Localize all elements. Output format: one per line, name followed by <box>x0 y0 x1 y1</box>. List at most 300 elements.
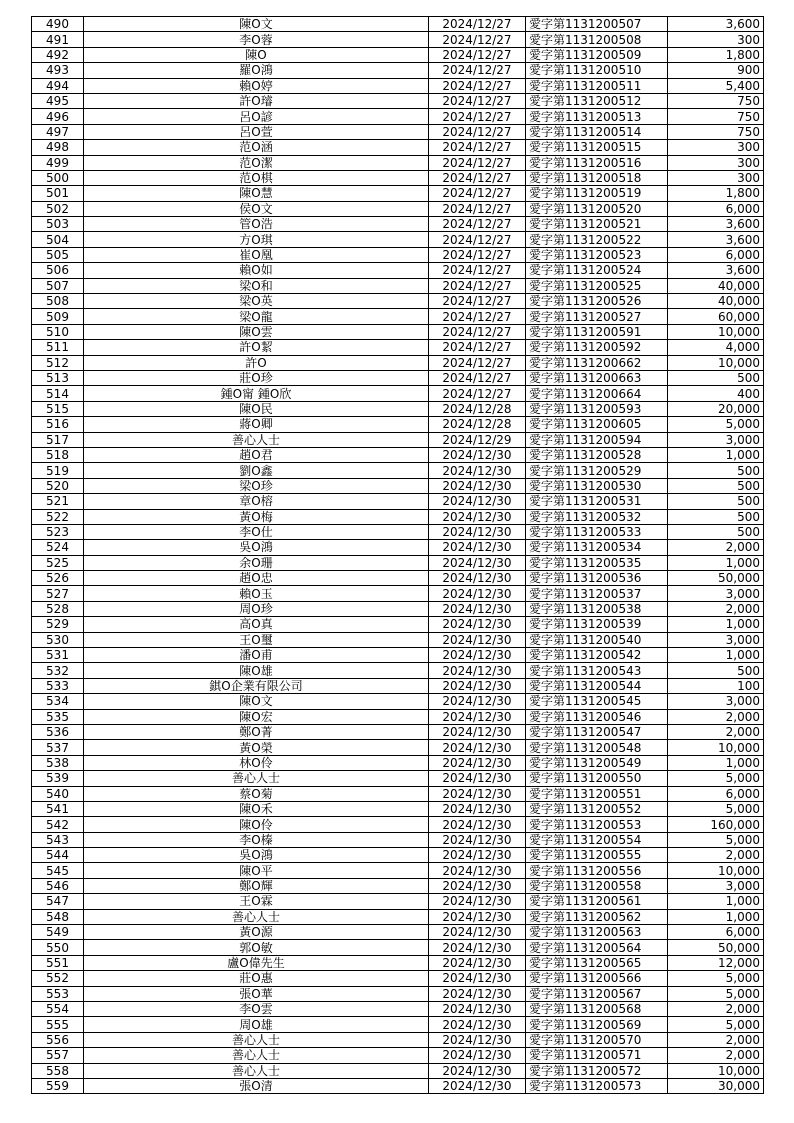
receipt-number: 愛字第1131200594 <box>526 432 668 447</box>
table-row <box>32 247 764 262</box>
donation-date: 2024/12/30 <box>429 771 526 786</box>
table-row <box>32 694 764 709</box>
table-row <box>32 786 764 801</box>
donation-date: 2024/12/27 <box>429 232 526 247</box>
receipt-number: 愛字第1131200563 <box>526 925 668 940</box>
donation-amount: 5,000 <box>668 832 764 847</box>
donation-amount: 30,000 <box>668 1078 764 1093</box>
row-number: 492 <box>32 47 84 62</box>
donation-amount: 10,000 <box>668 355 764 370</box>
table-row <box>32 263 764 278</box>
row-number: 538 <box>32 755 84 770</box>
donation-date: 2024/12/30 <box>429 832 526 847</box>
table-row <box>32 771 764 786</box>
receipt-number: 愛字第1131200554 <box>526 832 668 847</box>
donation-amount: 100 <box>668 678 764 693</box>
donation-amount: 160,000 <box>668 817 764 832</box>
donation-date: 2024/12/30 <box>429 678 526 693</box>
table-row <box>32 201 764 216</box>
table-row <box>32 170 764 185</box>
donor-name: 呂O諺 <box>84 109 429 124</box>
donation-amount: 300 <box>668 32 764 47</box>
donation-date: 2024/12/30 <box>429 447 526 462</box>
donation-amount: 2,000 <box>668 601 764 616</box>
donation-date: 2024/12/28 <box>429 401 526 416</box>
donation-date: 2024/12/30 <box>429 1063 526 1078</box>
receipt-number: 愛字第1131200551 <box>526 786 668 801</box>
donor-name: 陳O文 <box>84 694 429 709</box>
donor-name: 陳O文 <box>84 17 429 32</box>
donor-name: 侯O文 <box>84 201 429 216</box>
table-row <box>32 601 764 616</box>
donation-date: 2024/12/27 <box>429 155 526 170</box>
donor-name: 許O <box>84 355 429 370</box>
donation-date: 2024/12/27 <box>429 294 526 309</box>
receipt-number: 愛字第1131200540 <box>526 632 668 647</box>
row-number: 545 <box>32 863 84 878</box>
donation-date: 2024/12/30 <box>429 1032 526 1047</box>
receipt-number: 愛字第1131200521 <box>526 217 668 232</box>
donor-name: 黃O梅 <box>84 509 429 524</box>
donation-amount: 3,000 <box>668 694 764 709</box>
donor-name: 高O真 <box>84 617 429 632</box>
row-number: 520 <box>32 478 84 493</box>
donation-amount: 300 <box>668 170 764 185</box>
table-row <box>32 555 764 570</box>
donation-date: 2024/12/27 <box>429 78 526 93</box>
donor-name: 陳O雄 <box>84 663 429 678</box>
table-row <box>32 617 764 632</box>
table-row <box>32 755 764 770</box>
row-number: 493 <box>32 63 84 78</box>
table-row <box>32 540 764 555</box>
donation-date: 2024/12/30 <box>429 601 526 616</box>
donation-amount: 40,000 <box>668 294 764 309</box>
donor-name: 李O仕 <box>84 524 429 539</box>
donation-date: 2024/12/30 <box>429 463 526 478</box>
receipt-number: 愛字第1131200570 <box>526 1032 668 1047</box>
donation-date: 2024/12/27 <box>429 324 526 339</box>
row-number: 550 <box>32 940 84 955</box>
receipt-number: 愛字第1131200522 <box>526 232 668 247</box>
donation-date: 2024/12/27 <box>429 47 526 62</box>
donor-name: 陳O雲 <box>84 324 429 339</box>
row-number: 524 <box>32 540 84 555</box>
donation-date: 2024/12/30 <box>429 1017 526 1032</box>
table-row <box>32 309 764 324</box>
donor-name: 善心人士 <box>84 1048 429 1063</box>
donor-name: 鍾O甯 鍾O欣 <box>84 386 429 401</box>
row-number: 501 <box>32 186 84 201</box>
table-row <box>32 894 764 909</box>
table-row <box>32 663 764 678</box>
row-number: 512 <box>32 355 84 370</box>
donor-name: 潘O甫 <box>84 648 429 663</box>
row-number: 543 <box>32 832 84 847</box>
donation-date: 2024/12/27 <box>429 63 526 78</box>
donation-amount: 6,000 <box>668 247 764 262</box>
row-number: 536 <box>32 724 84 739</box>
donor-name: 王O霖 <box>84 894 429 909</box>
receipt-number: 愛字第1131200555 <box>526 848 668 863</box>
donor-name: 崔O凰 <box>84 247 429 262</box>
donation-date: 2024/12/30 <box>429 909 526 924</box>
donor-name: 方O琪 <box>84 232 429 247</box>
row-number: 516 <box>32 417 84 432</box>
row-number: 539 <box>32 771 84 786</box>
row-number: 552 <box>32 971 84 986</box>
row-number: 508 <box>32 294 84 309</box>
donation-amount: 300 <box>668 140 764 155</box>
row-number: 504 <box>32 232 84 247</box>
table-row <box>32 940 764 955</box>
row-number: 490 <box>32 17 84 32</box>
receipt-number: 愛字第1131200507 <box>526 17 668 32</box>
receipt-number: 愛字第1131200663 <box>526 370 668 385</box>
donation-amount: 20,000 <box>668 401 764 416</box>
table-row <box>32 494 764 509</box>
donation-date: 2024/12/30 <box>429 524 526 539</box>
row-number: 496 <box>32 109 84 124</box>
donor-name: 梁O英 <box>84 294 429 309</box>
receipt-number: 愛字第1131200544 <box>526 678 668 693</box>
table-row <box>32 724 764 739</box>
row-number: 513 <box>32 370 84 385</box>
table-row <box>32 586 764 601</box>
row-number: 541 <box>32 801 84 816</box>
donation-date: 2024/12/30 <box>429 1048 526 1063</box>
donation-amount: 3,600 <box>668 217 764 232</box>
table-row <box>32 17 764 32</box>
row-number: 495 <box>32 93 84 108</box>
donation-amount: 6,000 <box>668 925 764 940</box>
donation-amount: 2,000 <box>668 540 764 555</box>
receipt-number: 愛字第1131200516 <box>526 155 668 170</box>
donation-amount: 500 <box>668 524 764 539</box>
donor-name: 陳O民 <box>84 401 429 416</box>
row-number: 514 <box>32 386 84 401</box>
donation-date: 2024/12/27 <box>429 247 526 262</box>
donor-name: 錤O企業有限公司 <box>84 678 429 693</box>
receipt-number: 愛字第1131200515 <box>526 140 668 155</box>
receipt-number: 愛字第1131200662 <box>526 355 668 370</box>
table-row <box>32 1002 764 1017</box>
donation-amount: 400 <box>668 386 764 401</box>
donation-amount: 300 <box>668 155 764 170</box>
donor-name: 郭O敏 <box>84 940 429 955</box>
table-row <box>32 709 764 724</box>
row-number: 530 <box>32 632 84 647</box>
table-row <box>32 648 764 663</box>
donor-name: 善心人士 <box>84 1063 429 1078</box>
receipt-number: 愛字第1131200535 <box>526 555 668 570</box>
table-row <box>32 401 764 416</box>
donor-name: 梁O龍 <box>84 309 429 324</box>
receipt-number: 愛字第1131200523 <box>526 247 668 262</box>
donor-name: 劉O鑫 <box>84 463 429 478</box>
donation-amount: 5,400 <box>668 78 764 93</box>
table-row <box>32 447 764 462</box>
donation-date: 2024/12/30 <box>429 509 526 524</box>
row-number: 517 <box>32 432 84 447</box>
donation-amount: 3,600 <box>668 263 764 278</box>
row-number: 557 <box>32 1048 84 1063</box>
donation-amount: 10,000 <box>668 324 764 339</box>
table-row <box>32 340 764 355</box>
receipt-number: 愛字第1131200528 <box>526 447 668 462</box>
receipt-number: 愛字第1131200593 <box>526 401 668 416</box>
table-row <box>32 109 764 124</box>
receipt-number: 愛字第1131200525 <box>526 278 668 293</box>
table-row <box>32 124 764 139</box>
donation-date: 2024/12/27 <box>429 93 526 108</box>
donation-amount: 500 <box>668 509 764 524</box>
row-number: 509 <box>32 309 84 324</box>
donation-date: 2024/12/27 <box>429 109 526 124</box>
table-row <box>32 324 764 339</box>
donor-name: 陳O <box>84 47 429 62</box>
table-row <box>32 294 764 309</box>
donation-date: 2024/12/29 <box>429 432 526 447</box>
donor-name: 善心人士 <box>84 432 429 447</box>
row-number: 500 <box>32 170 84 185</box>
donation-amount: 50,000 <box>668 940 764 955</box>
donation-date: 2024/12/30 <box>429 648 526 663</box>
row-number: 494 <box>32 78 84 93</box>
receipt-number: 愛字第1131200509 <box>526 47 668 62</box>
receipt-number: 愛字第1131200568 <box>526 1002 668 1017</box>
donation-amount: 750 <box>668 93 764 108</box>
donor-name: 張O華 <box>84 986 429 1001</box>
donation-date: 2024/12/30 <box>429 1078 526 1093</box>
donation-date: 2024/12/30 <box>429 863 526 878</box>
row-number: 559 <box>32 1078 84 1093</box>
table-row <box>32 909 764 924</box>
receipt-number: 愛字第1131200545 <box>526 694 668 709</box>
receipt-number: 愛字第1131200539 <box>526 617 668 632</box>
donor-name: 羅O鴻 <box>84 63 429 78</box>
receipt-number: 愛字第1131200538 <box>526 601 668 616</box>
donation-amount: 10,000 <box>668 740 764 755</box>
receipt-number: 愛字第1131200550 <box>526 771 668 786</box>
donation-date: 2024/12/30 <box>429 925 526 940</box>
donor-name: 王O璽 <box>84 632 429 647</box>
donation-amount: 3,600 <box>668 232 764 247</box>
donor-name: 周O珍 <box>84 601 429 616</box>
donor-name: 賴O婷 <box>84 78 429 93</box>
table-row <box>32 32 764 47</box>
receipt-number: 愛字第1131200572 <box>526 1063 668 1078</box>
donation-date: 2024/12/30 <box>429 971 526 986</box>
donation-date: 2024/12/30 <box>429 494 526 509</box>
donation-date: 2024/12/30 <box>429 955 526 970</box>
donation-date: 2024/12/27 <box>429 355 526 370</box>
donation-amount: 750 <box>668 124 764 139</box>
donation-date: 2024/12/27 <box>429 124 526 139</box>
donation-date: 2024/12/30 <box>429 817 526 832</box>
row-number: 503 <box>32 217 84 232</box>
donation-date: 2024/12/30 <box>429 894 526 909</box>
donation-amount: 3,000 <box>668 586 764 601</box>
donation-date: 2024/12/30 <box>429 801 526 816</box>
donation-date: 2024/12/27 <box>429 217 526 232</box>
donor-name: 陳O平 <box>84 863 429 878</box>
donation-date: 2024/12/30 <box>429 709 526 724</box>
receipt-number: 愛字第1131200512 <box>526 93 668 108</box>
donor-name: 鄭O菁 <box>84 724 429 739</box>
row-number: 522 <box>32 509 84 524</box>
table-row <box>32 155 764 170</box>
receipt-number: 愛字第1131200569 <box>526 1017 668 1032</box>
table-row <box>32 848 764 863</box>
donation-amount: 6,000 <box>668 786 764 801</box>
table-row <box>32 140 764 155</box>
donor-name: 鄭O輝 <box>84 878 429 893</box>
donation-amount: 500 <box>668 494 764 509</box>
receipt-number: 愛字第1131200562 <box>526 909 668 924</box>
donation-amount: 1,000 <box>668 555 764 570</box>
receipt-number: 愛字第1131200543 <box>526 663 668 678</box>
donation-date: 2024/12/27 <box>429 186 526 201</box>
table-row <box>32 417 764 432</box>
donation-amount: 2,000 <box>668 724 764 739</box>
donation-amount: 6,000 <box>668 201 764 216</box>
donation-date: 2024/12/28 <box>429 417 526 432</box>
receipt-number: 愛字第1131200605 <box>526 417 668 432</box>
receipt-number: 愛字第1131200566 <box>526 971 668 986</box>
donation-amount: 5,000 <box>668 971 764 986</box>
receipt-number: 愛字第1131200526 <box>526 294 668 309</box>
receipt-number: 愛字第1131200519 <box>526 186 668 201</box>
donor-name: 李O雲 <box>84 1002 429 1017</box>
donation-amount: 750 <box>668 109 764 124</box>
row-number: 519 <box>32 463 84 478</box>
donation-date: 2024/12/30 <box>429 786 526 801</box>
donation-amount: 1,000 <box>668 648 764 663</box>
donor-name: 趙O忠 <box>84 571 429 586</box>
row-number: 531 <box>32 648 84 663</box>
donation-amount: 500 <box>668 370 764 385</box>
donation-amount: 10,000 <box>668 1063 764 1078</box>
donation-amount: 3,000 <box>668 878 764 893</box>
donation-date: 2024/12/30 <box>429 571 526 586</box>
table-row <box>32 432 764 447</box>
donation-amount: 2,000 <box>668 848 764 863</box>
donor-name: 管O浩 <box>84 217 429 232</box>
donor-name: 吳O鴻 <box>84 540 429 555</box>
receipt-number: 愛字第1131200664 <box>526 386 668 401</box>
donor-name: 呂O萱 <box>84 124 429 139</box>
donor-name: 范O涵 <box>84 140 429 155</box>
row-number: 498 <box>32 140 84 155</box>
table-row <box>32 217 764 232</box>
donation-amount: 2,000 <box>668 1002 764 1017</box>
receipt-number: 愛字第1131200558 <box>526 878 668 893</box>
receipt-number: 愛字第1131200518 <box>526 170 668 185</box>
receipt-number: 愛字第1131200542 <box>526 648 668 663</box>
table-row <box>32 386 764 401</box>
receipt-number: 愛字第1131200520 <box>526 201 668 216</box>
table-row <box>32 878 764 893</box>
row-number: 511 <box>32 340 84 355</box>
donor-name: 周O雄 <box>84 1017 429 1032</box>
donor-name: 許O絜 <box>84 340 429 355</box>
receipt-number: 愛字第1131200591 <box>526 324 668 339</box>
donation-amount: 4,000 <box>668 340 764 355</box>
table-row <box>32 278 764 293</box>
row-number: 555 <box>32 1017 84 1032</box>
donor-name: 蔣O卿 <box>84 417 429 432</box>
donation-amount: 2,000 <box>668 709 764 724</box>
donation-date: 2024/12/30 <box>429 848 526 863</box>
donor-name: 林O伶 <box>84 755 429 770</box>
receipt-number: 愛字第1131200546 <box>526 709 668 724</box>
donation-date: 2024/12/30 <box>429 540 526 555</box>
donation-date: 2024/12/27 <box>429 17 526 32</box>
donor-name: 莊O惠 <box>84 971 429 986</box>
donation-table <box>31 16 764 1094</box>
row-number: 546 <box>32 878 84 893</box>
table-row <box>32 571 764 586</box>
donation-amount: 1,000 <box>668 617 764 632</box>
donor-name: 李O榛 <box>84 832 429 847</box>
row-number: 532 <box>32 663 84 678</box>
receipt-number: 愛字第1131200553 <box>526 817 668 832</box>
table-row <box>32 1078 764 1093</box>
row-number: 542 <box>32 817 84 832</box>
donation-date: 2024/12/30 <box>429 986 526 1001</box>
table-row <box>32 925 764 940</box>
donor-name: 范O潔 <box>84 155 429 170</box>
donation-amount: 3,000 <box>668 632 764 647</box>
donation-date: 2024/12/27 <box>429 340 526 355</box>
row-number: 507 <box>32 278 84 293</box>
table-row <box>32 740 764 755</box>
table-row <box>32 801 764 816</box>
donation-date: 2024/12/27 <box>429 140 526 155</box>
donor-name: 吳O鴻 <box>84 848 429 863</box>
donor-name: 趙O君 <box>84 447 429 462</box>
donor-name: 范O棋 <box>84 170 429 185</box>
donation-amount: 900 <box>668 63 764 78</box>
receipt-number: 愛字第1131200561 <box>526 894 668 909</box>
row-number: 521 <box>32 494 84 509</box>
donation-date: 2024/12/30 <box>429 663 526 678</box>
donation-date: 2024/12/30 <box>429 617 526 632</box>
table-row <box>32 863 764 878</box>
table-row <box>32 232 764 247</box>
donation-date: 2024/12/27 <box>429 309 526 324</box>
table-row <box>32 1017 764 1032</box>
receipt-number: 愛字第1131200530 <box>526 478 668 493</box>
table-row <box>32 1048 764 1063</box>
donor-name: 陳O宏 <box>84 709 429 724</box>
table-row <box>32 78 764 93</box>
donation-date: 2024/12/30 <box>429 755 526 770</box>
donation-amount: 5,000 <box>668 417 764 432</box>
donation-amount: 10,000 <box>668 863 764 878</box>
donation-date: 2024/12/27 <box>429 32 526 47</box>
table-row <box>32 971 764 986</box>
receipt-number: 愛字第1131200573 <box>526 1078 668 1093</box>
table-row <box>32 832 764 847</box>
row-number: 551 <box>32 955 84 970</box>
receipt-number: 愛字第1131200513 <box>526 109 668 124</box>
row-number: 548 <box>32 909 84 924</box>
donation-amount: 12,000 <box>668 955 764 970</box>
receipt-number: 愛字第1131200565 <box>526 955 668 970</box>
donor-name: 善心人士 <box>84 771 429 786</box>
